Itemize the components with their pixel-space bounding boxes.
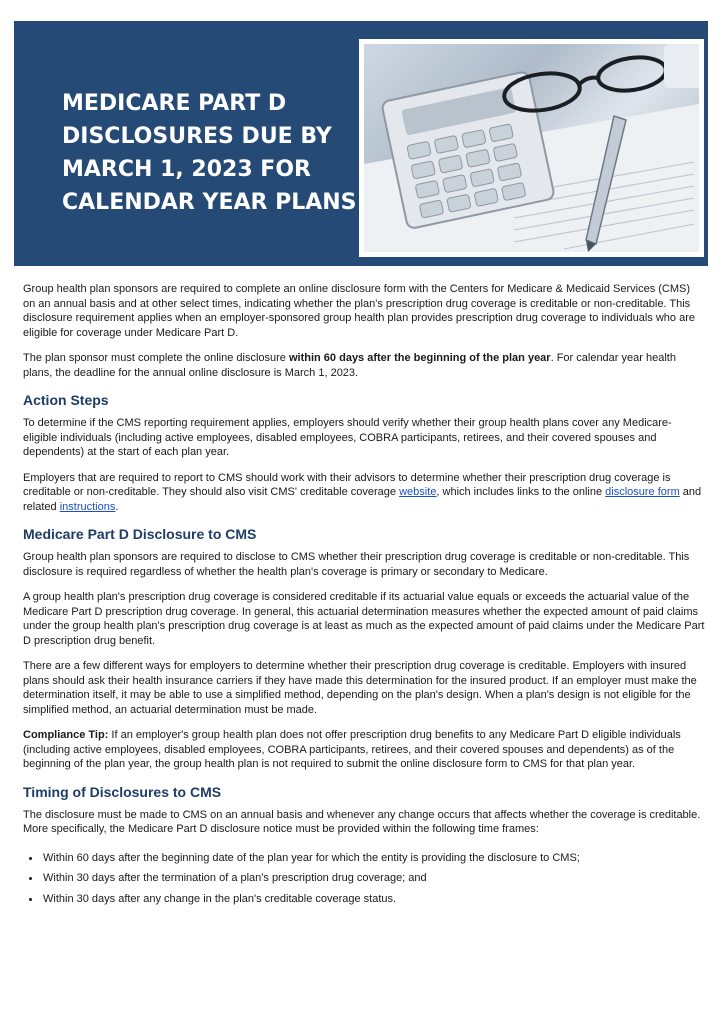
article-body: [23, 282, 705, 912]
action-text-1: Employers that are required to report to CMS should work with their advisors to determine whether their prescription drug coverage is creditable or non-creditable. They should also visit CMS' creditable coverage: [23, 471, 671, 498]
deadline-bold: within 60 days after the beginning of the plan year: [288, 352, 551, 364]
title-line-4: CALENDAR YEAR PLANS: [62, 190, 357, 215]
photo-illustration: [364, 44, 699, 252]
action-text-3: and related: [23, 486, 702, 513]
list-item: • Within 30 days after any change in the plan's creditable coverage status.: [41, 892, 705, 907]
section-heading-timing: Timing of Disclosures to CMS: [23, 783, 222, 800]
timing-paragraph: The disclosure must be made to CMS on an annual basis and whenever any change occurs that affects whether the coverage is creditable. More specifically, the Medicare Part D disclosure notice must be provided within the following time frames:: [23, 808, 701, 835]
header-banner: [14, 21, 708, 266]
action-text-4: .: [115, 500, 119, 513]
compliance-tip-label: Compliance Tip:: [23, 729, 109, 741]
action-steps-paragraph-2: [23, 471, 705, 515]
website-link[interactable]: website: [399, 486, 437, 498]
timing-list: [23, 851, 705, 907]
compliance-tip-text: If an employer's group health plan does not offer prescription drug benefits to any Medicare Part D eligible individuals (including active employees, disabled employees, COBRA participants, retirees, and their covered spouses and dependents) as of the beginning of the plan year, the group health plan is not required to submit the online disclosure form to CMS for that plan year.: [23, 729, 681, 770]
deadline-paragraph: [23, 351, 705, 380]
disclosure-paragraph-2: A group health plan's prescription drug coverage is considered creditable if its actuarial value equals or exceeds the actuarial value of the Medicare Part D prescription drug coverage. In general, this actuarial determination measures whether the expected amount of paid claims under the group health plan's prescription drug coverage is at least as much as the expected amount of paid claims under the Medicare Part D prescription drug benefit.: [23, 591, 705, 647]
deadline-text-end: . For calendar year health plans, the deadline for the annual online disclosure is March 1, 2023.: [23, 352, 676, 379]
intro-paragraph: Group health plan sponsors are required to complete an online disclosure form with the Centers for Medicare & Medicaid Services (CMS) on an annual basis and at other select times, indicating whether the plan's prescription drug coverage is creditable or non-creditable. This disclosure requirement applies when an employer-sponsored group health plan provides prescription drug coverage to individuals who are eligible for coverage under Medicare Part D.: [23, 283, 695, 339]
list-item: • Within 60 days after the beginning date of the plan year for which the entity is providing the disclosure to CMS;: [41, 851, 705, 866]
title-line-1: MEDICARE PART D: [62, 91, 287, 116]
title-line-3: MARCH 1, 2023 FOR: [62, 157, 311, 182]
deadline-text-start: The plan sponsor must complete the online disclosure: [23, 352, 289, 364]
section-heading-action-steps: Action Steps: [23, 392, 109, 408]
page-title: [62, 87, 362, 219]
action-text-2: , which includes links to the online: [436, 486, 606, 498]
instructions-link[interactable]: instructions: [59, 500, 116, 513]
compliance-tip: [23, 728, 705, 772]
section-heading-disclosure: Medicare Part D Disclosure to CMS: [23, 526, 257, 542]
list-item: • Within 30 days after the termination of a plan's prescription drug coverage; and: [41, 871, 705, 886]
mug-icon: [664, 44, 699, 88]
disclosure-form-link[interactable]: disclosure form: [605, 486, 680, 498]
disclosure-paragraph-1: Group health plan sponsors are required to disclose to CMS whether their prescription drug coverage is creditable or non-creditable. This disclosure is required regardless of whether the health plan's coverage is primary or secondary to Medicare.: [23, 551, 690, 578]
title-line-2: DISCLOSURES DUE BY: [62, 124, 332, 149]
action-steps-paragraph-1: To determine if the CMS reporting requirement applies, employers should verify whether their group health plans cover any Medicare-eligible individuals (including active employees, disabled employees, COBRA participants, retirees, and their covered spouses and dependents) at the start of each plan year.: [23, 417, 672, 458]
calculator-glasses-pen-photo: [359, 39, 704, 257]
disclosure-paragraph-3: There are a few different ways for employers to determine whether their prescription drug coverage is creditable. Employers with insured plans should ask their health insurance carriers if they have made this determination for the insured product. If an employer must make the determination itself, it may be able to use a simplified method, depending on the plan's design. When a plan's design is not eligible for the simplified method, an actuarial determination must be made.: [23, 660, 697, 716]
